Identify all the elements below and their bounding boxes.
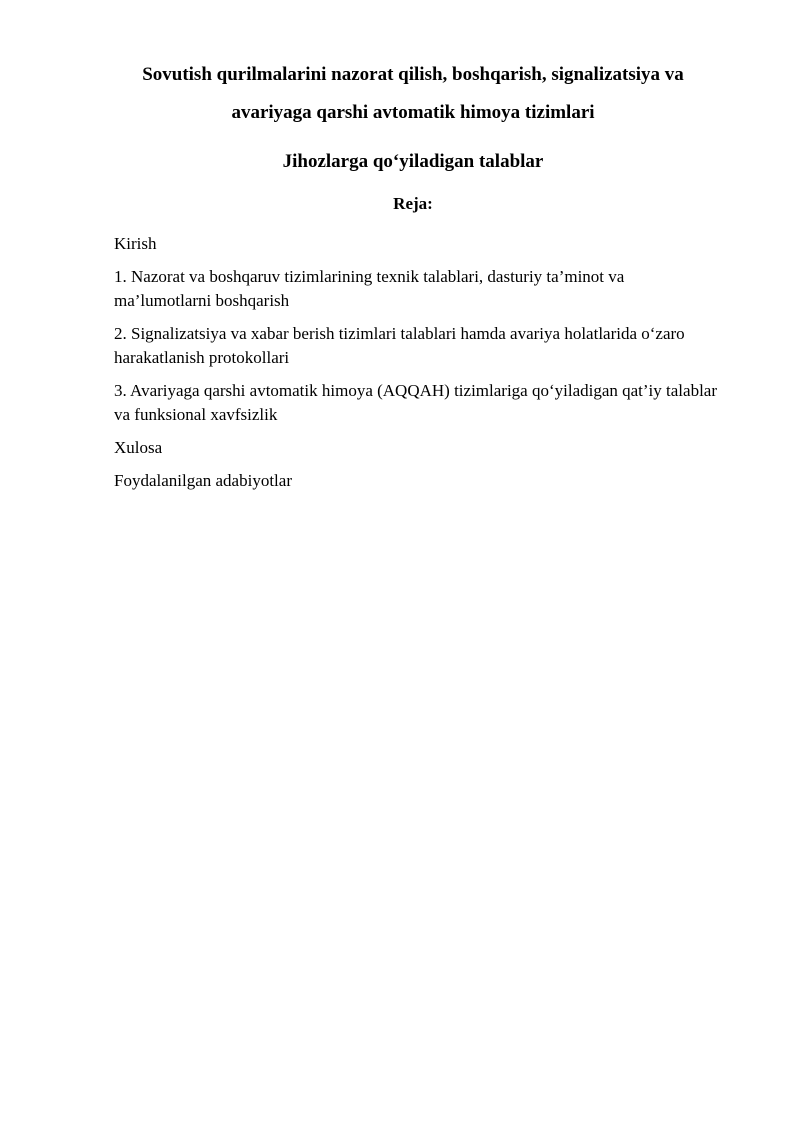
plan-item-section-3: 3. Avariyaga qarshi avtomatik himoya (AQQAH) tizimlariga qo‘yiladigan qat’iy talablar va funksional xavfsizlik (114, 381, 718, 424)
plan-item-section-1: 1. Nazorat va boshqaruv tizimlarining texnik talablari, dasturiy ta’minot va ma’lumotlarni boshqarish (114, 267, 625, 310)
plan-heading: Reja: (393, 194, 433, 213)
plan-list (114, 232, 720, 493)
plan-item-conclusion: Xulosa (114, 438, 163, 457)
plan-item-introduction: Kirish (114, 234, 157, 253)
document-subtitle: Jihozlarga qo‘yiladigan talablar (282, 151, 544, 172)
plan-item-references: Foydalanilgan adabiyotlar (114, 471, 292, 490)
plan-item-section-2: 2. Signalizatsiya va xabar berish tizimlari talablari hamda avariya holatlarida o‘zaro harakatlanish protokollari (114, 324, 685, 367)
document-title: Sovutish qurilmalarini nazorat qilish, boshqarish, signalizatsiya va avariyaga qarshi avtomatik himoya tizimlari (142, 64, 684, 123)
